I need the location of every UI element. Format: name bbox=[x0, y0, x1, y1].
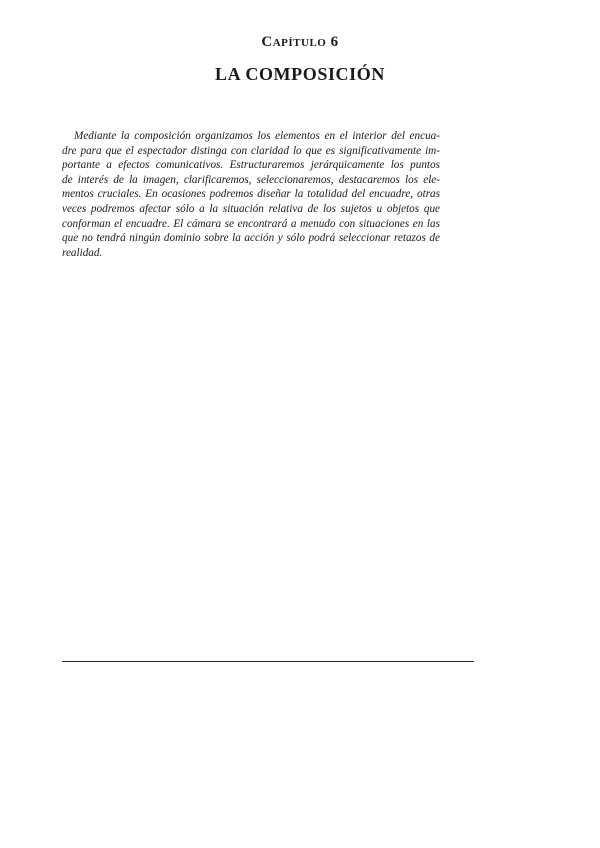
paragraph-line: que no tendrá ningún dominio sobre la acción y sólo podrá seleccionar retazos de bbox=[62, 232, 440, 245]
paragraph-line: dre para que el espectador distinga con claridad lo que es significativamente im- bbox=[62, 144, 440, 157]
paragraph-line: Mediante la composición organizamos los elementos en el interior del encua- bbox=[74, 130, 440, 142]
paragraph-line: conforman el encuadre. El cámara se encontrará a menudo con situaciones en las bbox=[62, 217, 440, 230]
footer-rule bbox=[62, 661, 474, 662]
paragraph-line: veces podremos afectar sólo a la situación relativa de los sujetos u objetos que bbox=[62, 202, 440, 215]
body-paragraph bbox=[62, 129, 440, 260]
paragraph-line: mentos cruciales. En ocasiones podremos diseñar la totalidad del encuadre, otras bbox=[62, 188, 440, 201]
paragraph-line: de interés de la imagen, clarificaremos, seleccionaremos, destacaremos los ele- bbox=[62, 173, 440, 186]
chapter-label: Capítulo 6 bbox=[261, 34, 339, 50]
paragraph-line: portante a efectos comunicativos. Estructuraremos jerárquicamente los puntos bbox=[62, 159, 440, 172]
paragraph-line: realidad. bbox=[62, 246, 103, 259]
chapter-title: LA COMPOSICIÓN bbox=[215, 64, 385, 84]
